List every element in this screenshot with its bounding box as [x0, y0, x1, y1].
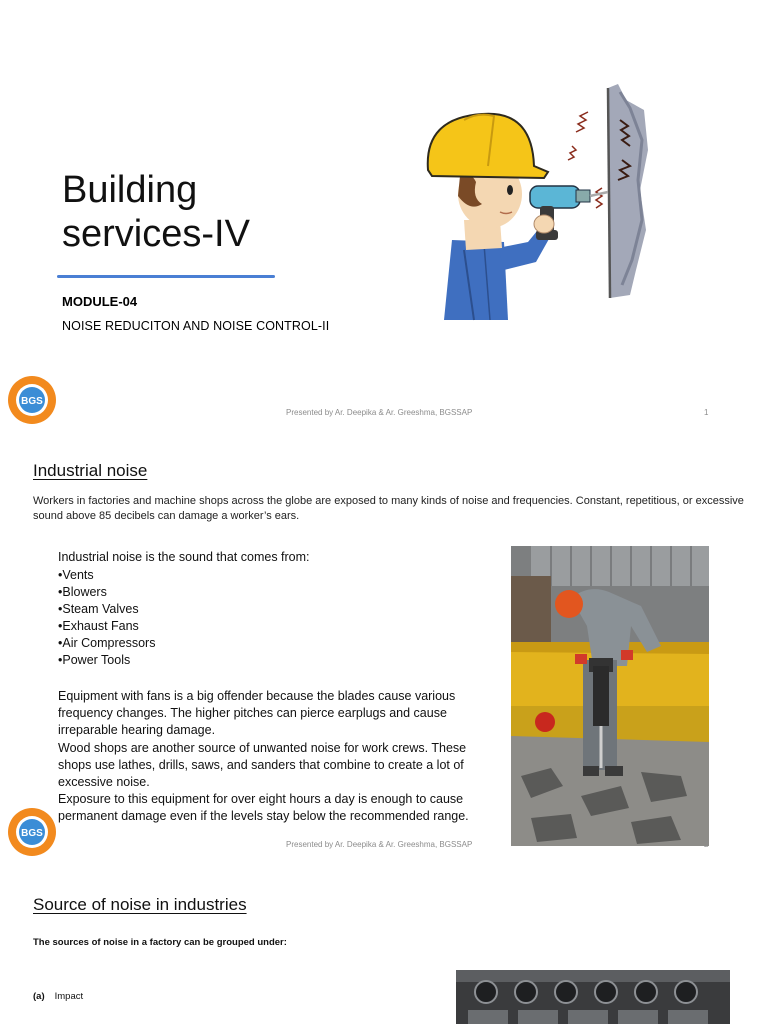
list-item: •Power Tools	[58, 653, 131, 667]
jackhammer-worker-photo	[511, 546, 709, 846]
svg-text:BGS: BGS	[21, 396, 43, 407]
slide-2	[0, 432, 768, 868]
footer-presenters: Presented by Ar. Deepika & Ar. Greeshma, BGSSAP	[286, 840, 473, 849]
list-item: •Vents	[58, 568, 94, 582]
item-label: (a)	[33, 991, 45, 1002]
list-item: •Air Compressors	[58, 636, 156, 650]
noise-sources-list	[58, 567, 155, 669]
slide-heading: Industrial noise	[33, 461, 148, 480]
body-text	[58, 688, 496, 826]
title-line-1: Building	[62, 169, 198, 211]
item-text: Impact	[54, 991, 84, 1002]
engine-block-photo	[456, 970, 730, 1024]
bgs-logo	[7, 807, 57, 857]
intro-paragraph: Workers in factories and machine shops across the globe are exposed to many kinds of noise and frequencies. Constant, repetitious, or excessive sound above 85 decibels can damage a worker’s ears.	[33, 495, 744, 522]
slide-1	[0, 0, 768, 432]
slide-title	[62, 168, 250, 256]
page-number: 2	[704, 840, 709, 849]
title-line-2: services-IV	[62, 213, 250, 255]
slide-heading: Source of noise in industries	[33, 895, 247, 914]
list-item: •Blowers	[58, 585, 107, 599]
slide-subtitle: NOISE REDUCITON AND NOISE CONTROL-II	[62, 319, 330, 333]
list-intro: Industrial noise is the sound that comes from:	[58, 550, 310, 564]
intro-text: The sources of noise in a factory can be grouped under:	[33, 937, 287, 948]
title-underline	[57, 275, 275, 278]
body-paragraph: Wood shops are another source of unwanted noise for work crews. These shops use lathes, drills, saws, and sanders that combine to create a lot of excessive noise.	[58, 740, 467, 790]
list-item	[33, 991, 83, 1002]
svg-text:BGS: BGS	[21, 828, 43, 839]
list-item: •Steam Valves	[58, 602, 139, 616]
body-paragraph: Equipment with fans is a big offender because the blades cause various frequency changes. The higher pitches can pierce earplugs and cause irreparable hearing damage.	[58, 689, 456, 738]
worker-drilling-wall-icon	[404, 80, 666, 325]
module-label: MODULE-04	[62, 294, 138, 309]
slide-3	[0, 868, 768, 1024]
bgs-logo	[7, 375, 57, 425]
list-item: •Exhaust Fans	[58, 619, 139, 633]
body-paragraph: Exposure to this equipment for over eight hours a day is enough to cause permanent damage even if the levels stay below the recommended range.	[58, 792, 469, 824]
page-number: 1	[704, 408, 709, 417]
footer-presenters: Presented by Ar. Deepika & Ar. Greeshma, BGSSAP	[286, 408, 473, 417]
